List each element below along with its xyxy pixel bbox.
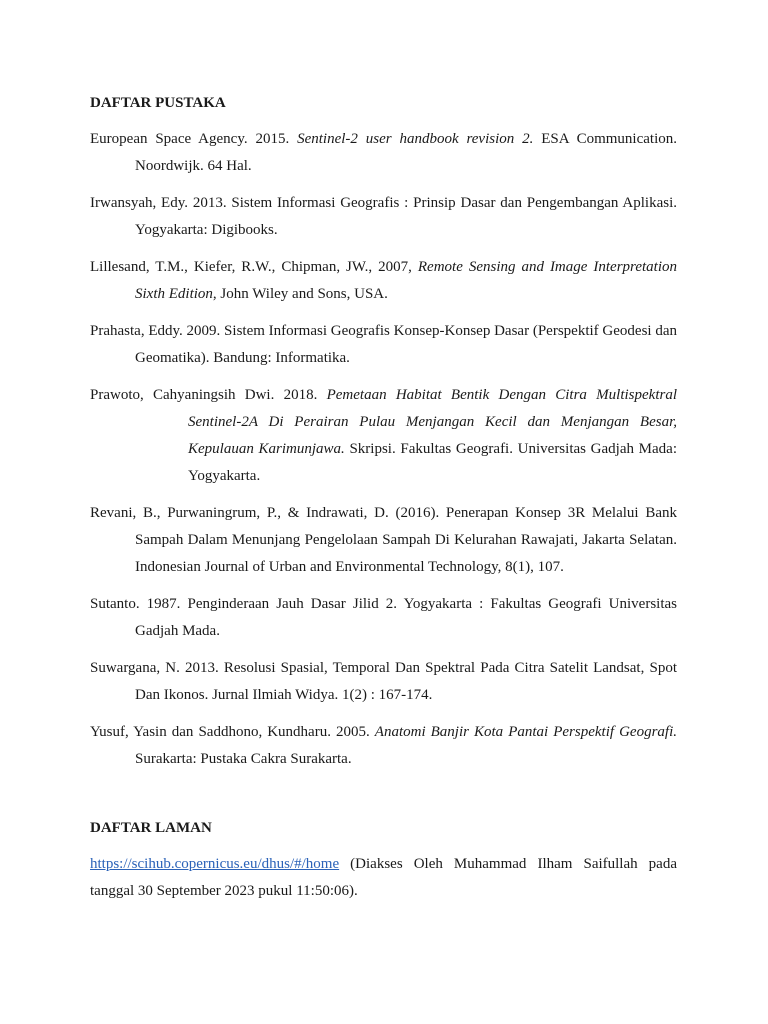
access-note: (Diakses Oleh Muhammad Ilham Saifullah pada tanggal 30 September 2023 pukul 11:50:06). bbox=[90, 856, 677, 899]
scihub-link[interactable]: https://scihub.copernicus.eu/dhus/#/home bbox=[90, 856, 340, 872]
bibliography-heading: DAFTAR PUSTAKA bbox=[90, 95, 226, 111]
reference-entry: European Space Agency. 2015. Sentinel-2 user handbook revision 2. ESA Communication. Noordwijk. 64 Hal. bbox=[90, 131, 677, 174]
reference-entry: Yusuf, Yasin dan Saddhono, Kundharu. 2005. Anatomi Banjir Kota Pantai Perspektif Geografi. Surakarta: Pustaka Cakra Surakarta. bbox=[90, 724, 677, 767]
reference-entry: Prawoto, Cahyaningsih Dwi. 2018. Pemetaan Habitat Bentik Dengan Citra Multispektral Sentinel-2A Di Perairan Pulau Menjangan Kecil dan Menjangan Besar, Kepulauan Karimunjawa. Skripsi. Fakultas Geografi. Universitas Gadjah Mada: Yogyakarta. bbox=[90, 387, 677, 484]
reference-entry: Sutanto. 1987. Penginderaan Jauh Dasar Jilid 2. Yogyakarta : Fakultas Geografi Universitas Gadjah Mada. bbox=[90, 596, 677, 639]
reference-entry: Irwansyah, Edy. 2013. Sistem Informasi Geografis : Prinsip Dasar dan Pengembangan Aplikasi. Yogyakarta: Digibooks. bbox=[90, 195, 677, 238]
web-list-heading: DAFTAR LAMAN bbox=[90, 820, 212, 836]
reference-entry: Suwargana, N. 2013. Resolusi Spasial, Temporal Dan Spektral Pada Citra Satelit Landsat, Spot Dan Ikonos. Jurnal Ilmiah Widya. 1(2) : 167-174. bbox=[90, 660, 677, 703]
reference-entry: Prahasta, Eddy. 2009. Sistem Informasi Geografis Konsep-Konsep Dasar (Perspektif Geodesi dan Geomatika). Bandung: Informatika. bbox=[90, 323, 677, 366]
document-page bbox=[90, 90, 677, 905]
web-reference-entry bbox=[90, 851, 677, 905]
reference-entry: Revani, B., Purwaningrum, P., & Indrawati, D. (2016). Penerapan Konsep 3R Melalui Bank Sampah Dalam Menunjang Pengelolaan Sampah Di Kelurahan Rawajati, Jakarta Selatan. Indonesian Journal of Urban and Environmental Technology, 8(1), 107. bbox=[90, 505, 677, 575]
reference-entry: Lillesand, T.M., Kiefer, R.W., Chipman, JW., 2007, Remote Sensing and Image Interpretation Sixth Edition, John Wiley and Sons, USA. bbox=[90, 259, 677, 302]
